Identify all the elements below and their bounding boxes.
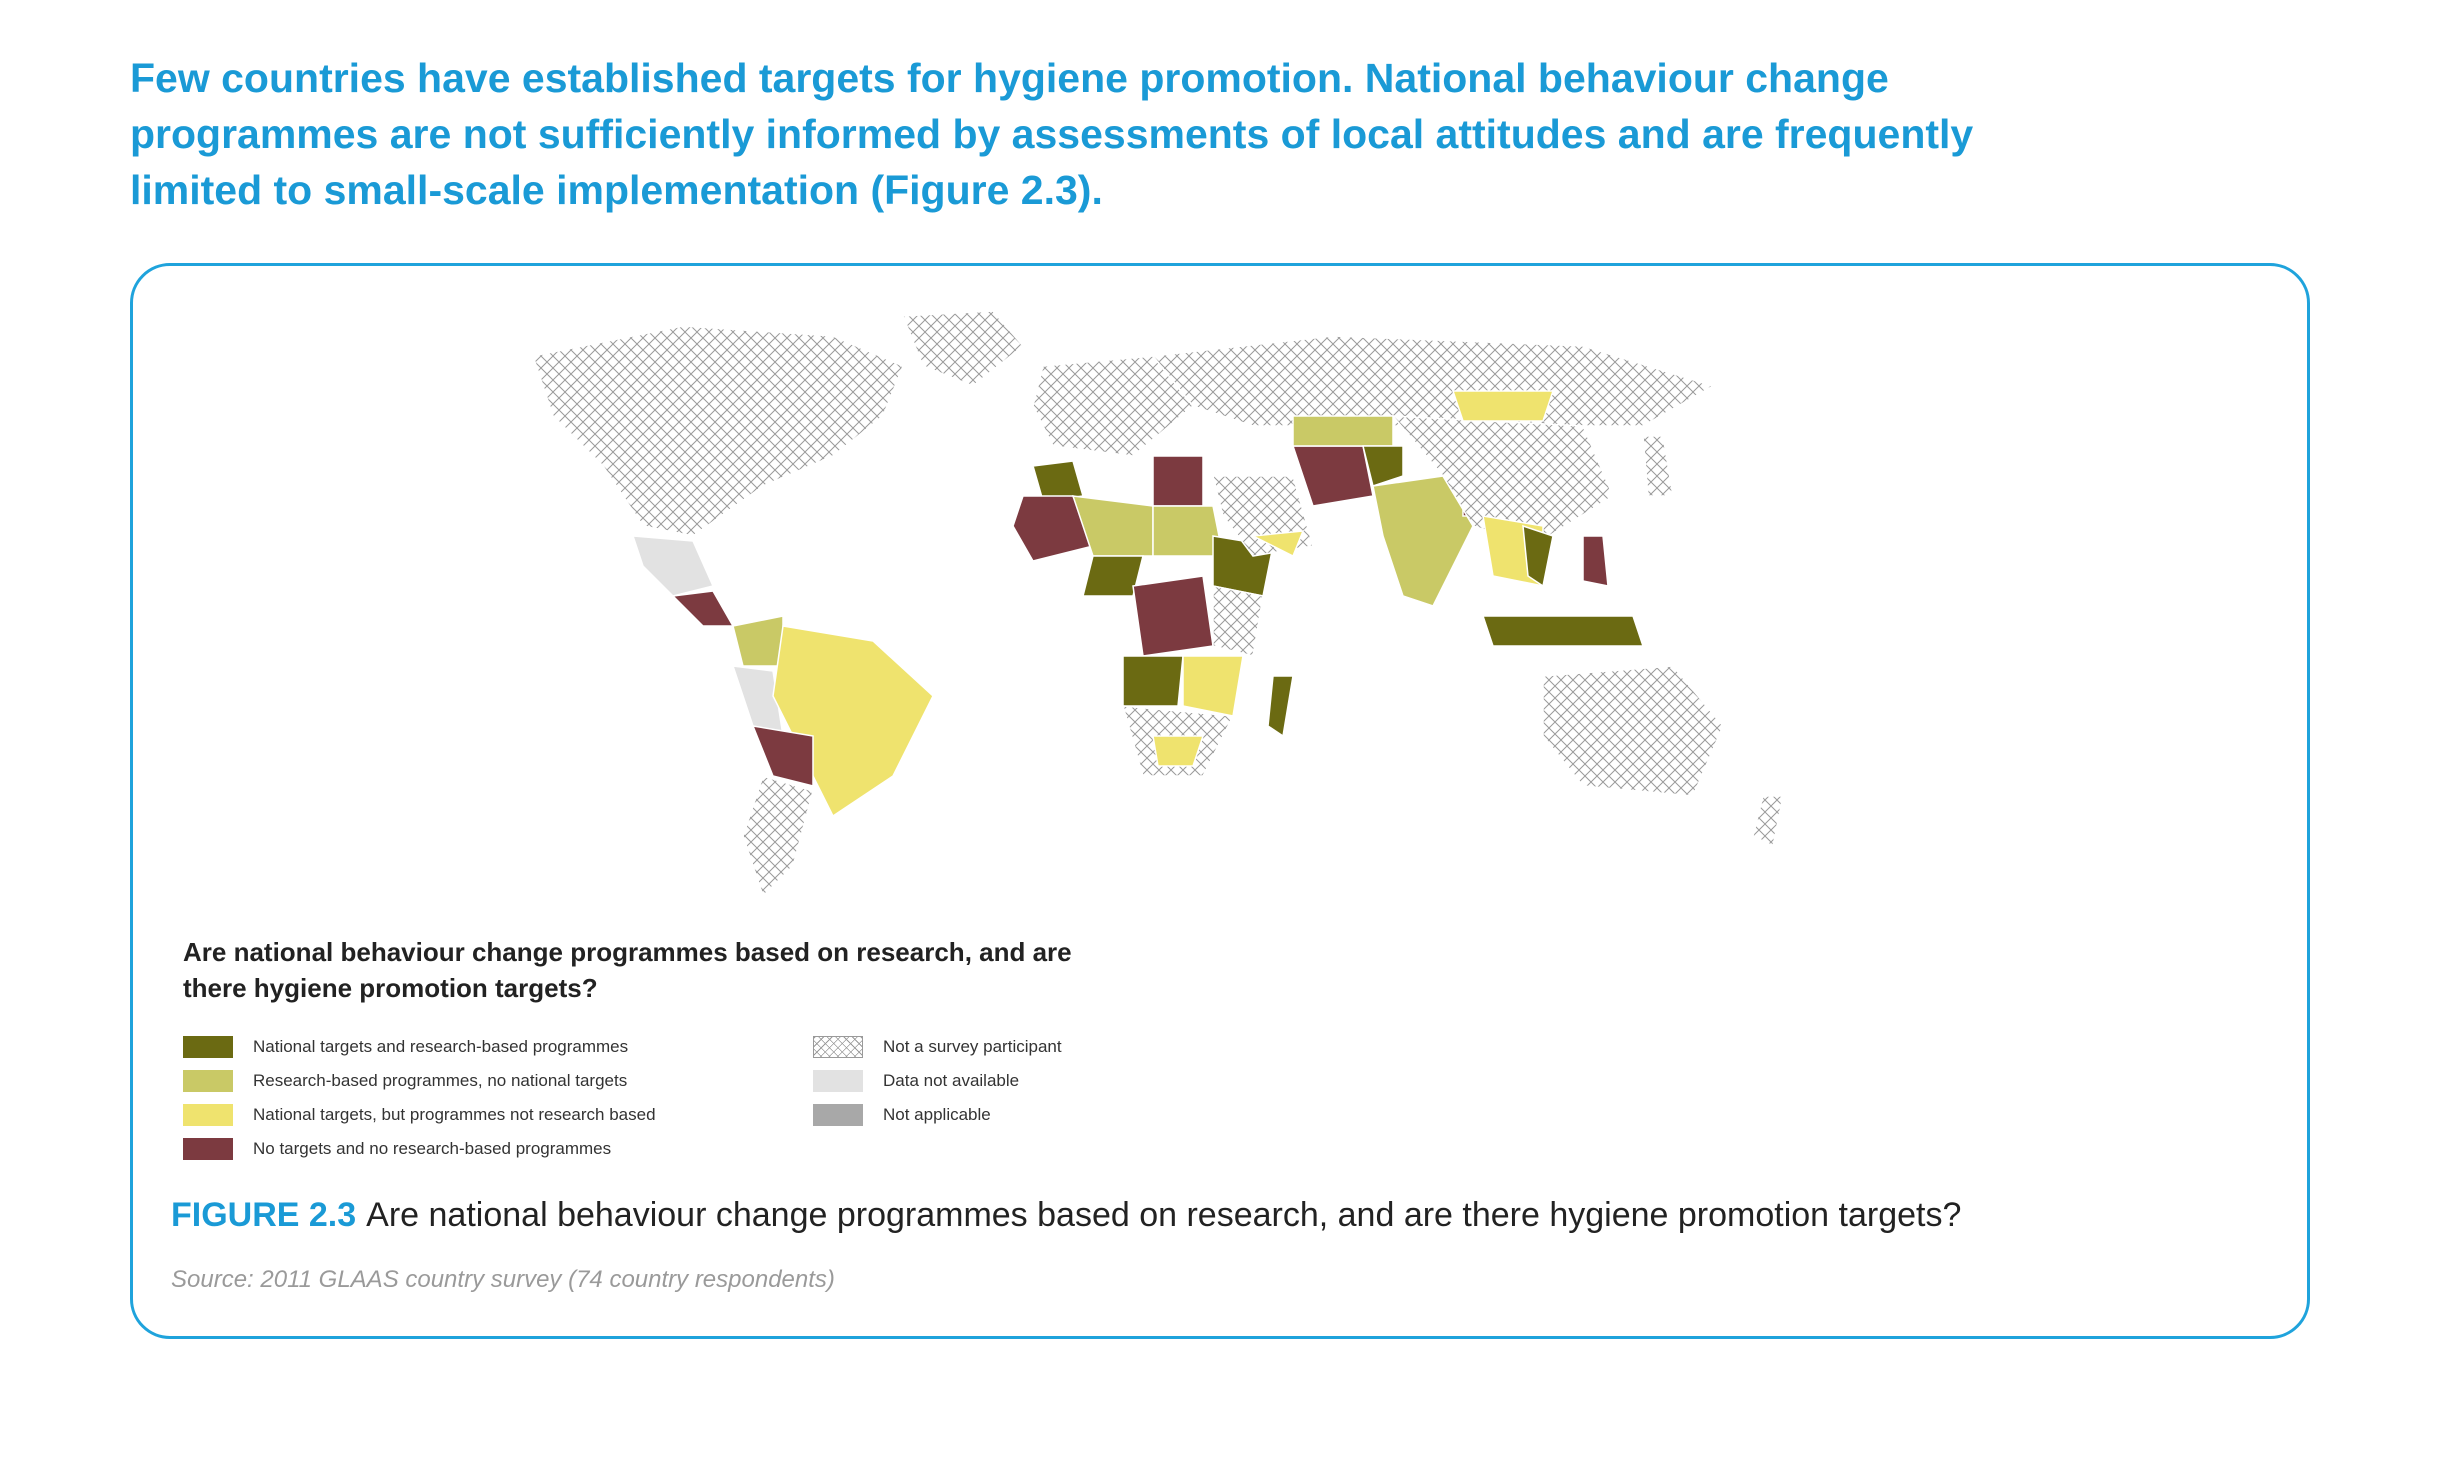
intro-heading <box>130 50 2330 218</box>
region-madagascar <box>1268 676 1293 736</box>
legend-swatch <box>183 1104 233 1126</box>
legend-title-line: Are national behaviour change programmes based on research, and are <box>183 937 1072 967</box>
region-angola <box>1123 656 1183 706</box>
region-greenland <box>903 311 1023 386</box>
legend-swatch <box>183 1036 233 1058</box>
legend-label: National targets and research-based programmes <box>253 1037 629 1056</box>
figure-caption <box>171 1196 1961 1235</box>
region-indonesia <box>1483 616 1643 646</box>
region-zambia-moz <box>1183 656 1243 716</box>
legend-swatch <box>813 1036 863 1058</box>
legend-label: Not a survey participant <box>883 1037 1062 1056</box>
region-mexico <box>633 536 713 596</box>
region-central-america <box>673 591 733 626</box>
region-drc <box>1133 576 1213 656</box>
region-egypt <box>1153 456 1203 506</box>
legend-label: Data not available <box>883 1071 1020 1090</box>
region-central-asia <box>1293 416 1393 446</box>
figure-panel <box>130 263 2310 1339</box>
legend-label: National targets, but programmes not research based <box>253 1105 656 1124</box>
intro-line: limited to small-scale implementation (Figure 2.3). <box>130 167 1103 213</box>
region-russia <box>1153 336 1713 426</box>
legend-column-left <box>183 1030 656 1166</box>
region-north-america <box>533 326 903 536</box>
region-iran <box>1293 446 1373 506</box>
legend-item <box>183 1132 656 1166</box>
legend-swatch <box>813 1104 863 1126</box>
legend-item <box>183 1030 656 1064</box>
legend-swatch <box>183 1138 233 1160</box>
figure-caption-text: Are national behaviour change programmes based on research, and are there hygiene promotion targets? <box>366 1196 1962 1234</box>
legend-label: Research-based programmes, no national targets <box>253 1071 628 1090</box>
region-japan <box>1643 436 1673 496</box>
region-australia <box>1543 666 1723 796</box>
legend-item <box>813 1030 1062 1064</box>
region-east-africa <box>1213 586 1263 656</box>
figure-number: FIGURE 2.3 <box>171 1196 357 1234</box>
intro-line: Few countries have established targets for hygiene promotion. National behaviour change <box>130 55 1889 101</box>
legend-label: Not applicable <box>883 1105 991 1124</box>
legend-item <box>813 1064 1062 1098</box>
region-colombia <box>733 616 783 666</box>
legend-item <box>183 1064 656 1098</box>
legend-label: No targets and no research-based programmes <box>253 1139 612 1158</box>
region-morocco <box>1033 461 1083 501</box>
region-mongolia <box>1453 391 1553 421</box>
legend-swatch <box>183 1070 233 1092</box>
legend-swatch <box>813 1070 863 1092</box>
legend-title-line: there hygiene promotion targets? <box>183 973 598 1003</box>
figure-source: Source: 2011 GLAAS country survey (74 country respondents) <box>171 1266 835 1293</box>
legend-title <box>183 934 1383 1006</box>
legend-item <box>183 1098 656 1132</box>
region-southern-cone <box>743 776 813 896</box>
region-philippines <box>1583 536 1608 586</box>
legend-column-right <box>813 1030 1062 1132</box>
legend-item <box>813 1098 1062 1132</box>
intro-line: programmes are not sufficiently informed by assessments of local attitudes and are frequently <box>130 111 1974 157</box>
region-new-zealand <box>1753 796 1783 846</box>
map-regions <box>533 311 1783 896</box>
world-map <box>433 296 2073 916</box>
